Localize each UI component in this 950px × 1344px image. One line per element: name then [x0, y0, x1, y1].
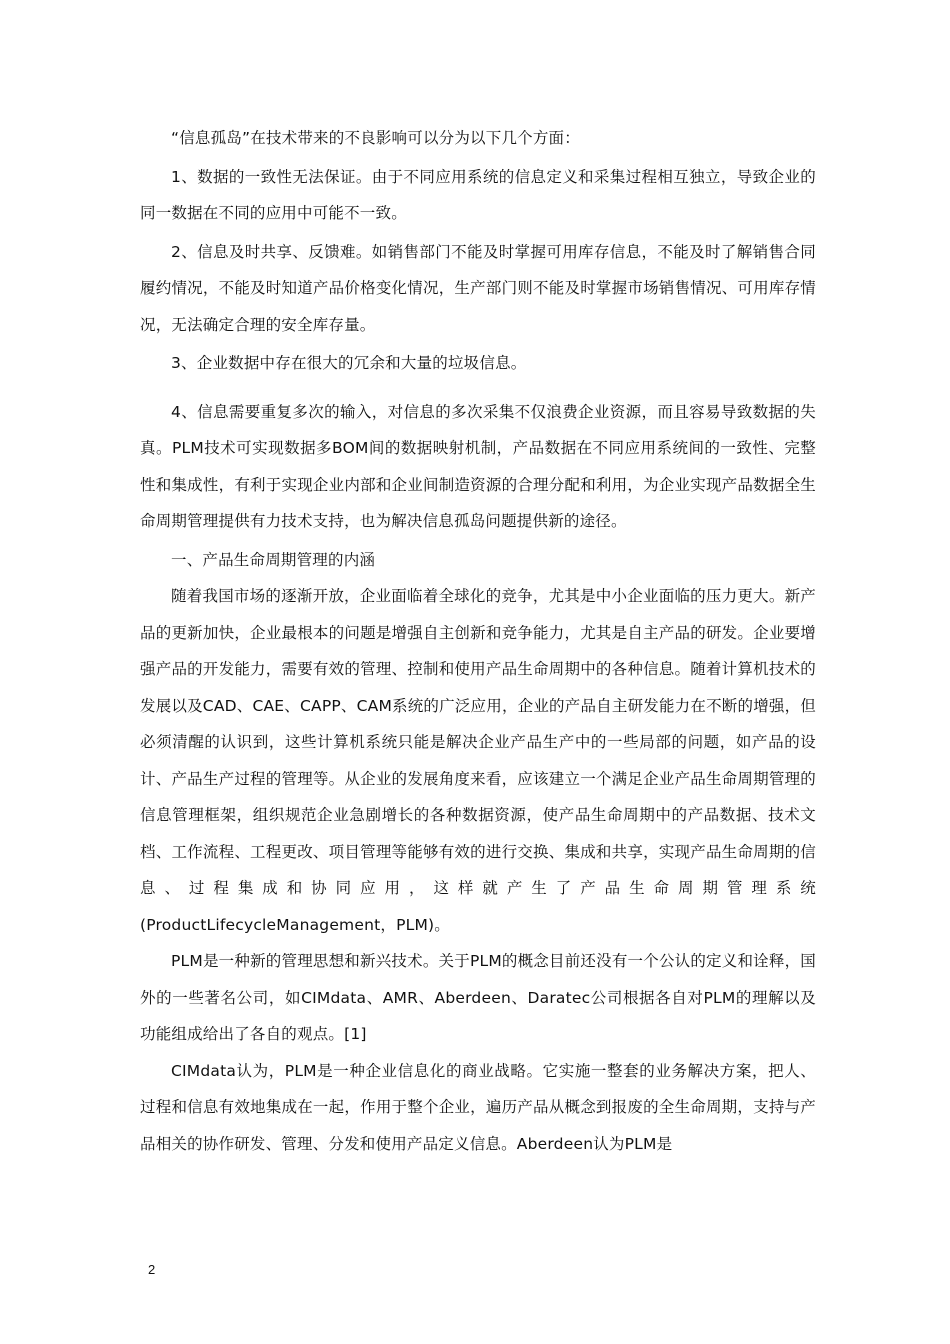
paragraph-plm-concept: PLM是一种新的管理思想和新兴技术。关于PLM的概念目前还没有一个公认的定义和诠释，国外的一些著名公司，如CIMdata、AMR、Aberdeen、Daratec公司根据各自对PLM的理解以及功能组成给出了各自的观点。[1]	[140, 952, 816, 1043]
paragraph-intro: “信息孤岛”在技术带来的不良影响可以分为以下几个方面：	[171, 129, 580, 147]
paragraph-background: 随着我国市场的逐渐开放，企业面临着全球化的竞争，尤其是中小企业面临的压力更大。新产品的更新加快，企业最根本的问题是增强自主创新和竞争能力，尤其是自主产品的研发。企业要增强产品的开发能力，需要有效的管理、控制和使用产品生命周期中的各种信息。随着计算机技术的发展以及CAD、CAE、CAPP、CAM系统的广泛应用，企业的产品自主研发能力在不断的增强，但必须清醒的认识到，这些计算机系统只能是解决企业产品生产中的一些局部的问题，如产品的设计、产品生产过程的管理等。从企业的发展角度来看，应该建立一个满足企业产品生命周期管理的信息管理框架，组织规范企业急剧增长的各种数据资源，使产品生命周期中的产品数据、技术文档、工作流程、工程更改、项目管理等能够有效的进行交换、集成和共享，实现产品生命周期的信息、过程集成和协同应用，这样就产生了产品生命周期管理系统(ProductLifecycleManagement，PLM)。	[140, 587, 816, 934]
page-number: 2	[148, 1262, 156, 1277]
paragraph-cimdata: CIMdata认为，PLM是一种企业信息化的商业战略。它实施一整套的业务解决方案，把人、过程和信息有效地集成在一起，作用于整个企业，遍历产品从概念到报废的全生命周期，支持与产品相关的协作研发、管理、分发和使用产品定义信息。Aberdeen认为PLM是	[140, 1061, 816, 1153]
paragraph-item-4: 4、信息需要重复多次的输入，对信息的多次采集不仅浪费企业资源，而且容易导致数据的失真。PLM技术可实现数据多BOM间的数据映射机制，产品数据在不同应用系统间的一致性、完整性和集成性，有利于实现企业内部和企业间制造资源的合理分配和利用，为企业实现产品数据全生命周期管理提供有力技术支持，也为解决信息孤岛问题提供新的途径。	[140, 402, 816, 530]
paragraph-item-1: 1、数据的一致性无法保证。由于不同应用系统的信息定义和采集过程相互独立，导致企业的同一数据在不同的应用中可能不一致。	[140, 167, 816, 222]
section-heading: 一、产品生命周期管理的内涵	[171, 550, 376, 569]
paragraph-item-3: 3、企业数据中存在很大的冗余和大量的垃圾信息。	[171, 354, 527, 372]
paragraph-item-2: 2、信息及时共享、反馈难。如销售部门不能及时掌握可用库存信息，不能及时了解销售合同履约情况，不能及时知道产品价格变化情况，生产部门则不能及时掌握市场销售情况、可用库存情况，无法确定合理的安全库存量。	[140, 242, 816, 334]
body-text	[140, 120, 816, 1162]
